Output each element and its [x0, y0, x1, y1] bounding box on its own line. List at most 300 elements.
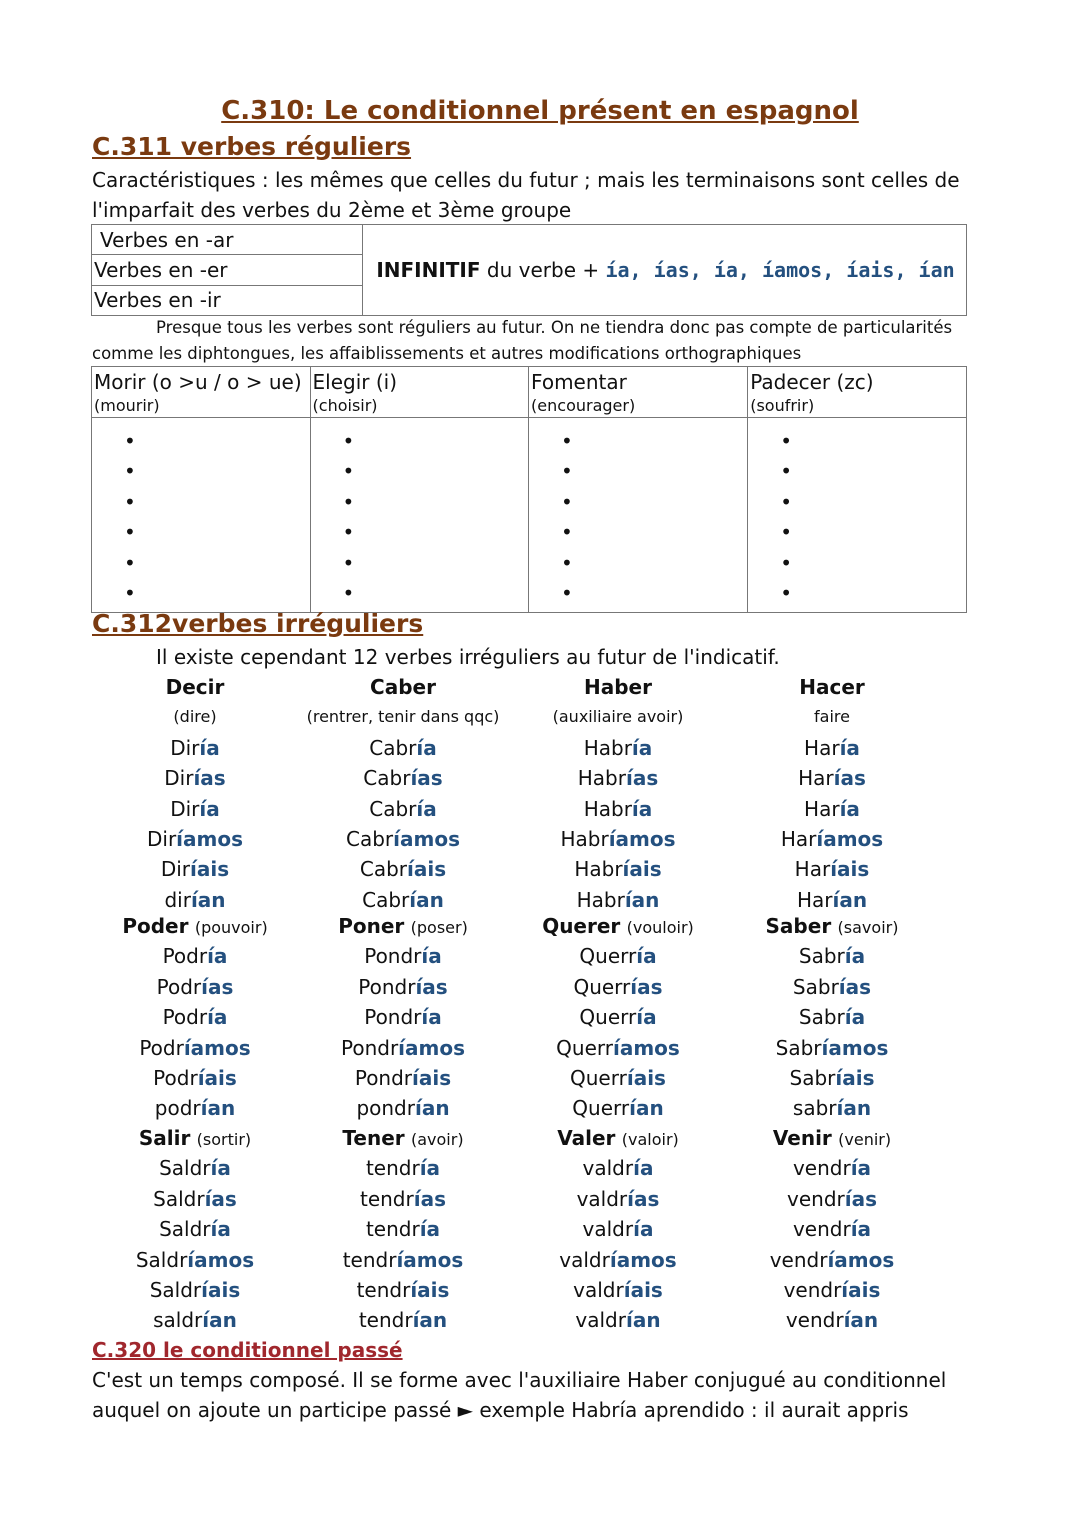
rule-row-label: Verbes en -er	[94, 257, 228, 282]
form-ending: ía	[839, 796, 860, 821]
form-ending: ías	[838, 974, 872, 999]
stem-verb-blank-cell	[529, 418, 748, 613]
blank-bullet	[561, 487, 747, 517]
conjugated-form	[712, 794, 952, 824]
form-stem: podr	[154, 1096, 201, 1121]
form-stem: tendr	[359, 1186, 414, 1211]
verb-gloss-text: (rentrer, tenir dans qqc)	[306, 707, 500, 727]
conjugated-form	[283, 1305, 523, 1335]
conjugated-form	[283, 733, 523, 763]
form-stem: Habr	[583, 735, 632, 760]
verb-infinitive: Poder	[122, 914, 189, 938]
form-ending: ías	[630, 974, 663, 999]
form-ending: ía	[421, 1005, 442, 1030]
form-stem: Sabr	[775, 1035, 822, 1060]
form-stem: Podr	[162, 1005, 208, 1030]
conjugated-form	[498, 1093, 738, 1123]
form-ending: ías	[410, 766, 443, 791]
blank-bullet-list	[94, 418, 310, 612]
form-stem: Habr	[574, 857, 623, 882]
section-320-heading: C.320 le conditionnel passé	[92, 1338, 403, 1362]
form-ending: ían	[409, 887, 444, 912]
form-stem: valdr	[559, 1247, 610, 1272]
verb-name	[498, 672, 738, 702]
form-stem: vendr	[783, 1277, 842, 1302]
blank-bullet	[343, 426, 529, 456]
form-ending: íais	[190, 857, 230, 882]
conjugated-form	[498, 1305, 738, 1335]
intro-line-1: Caractéristiques : les mêmes que celles du futur ; mais les terminaisons sont celles de	[92, 168, 960, 192]
blank-bullet	[343, 456, 529, 486]
form-stem: Pondr	[340, 1035, 399, 1060]
regular-rule-table	[91, 224, 967, 316]
blank-bullet	[561, 517, 747, 547]
blank-bullet	[780, 548, 966, 578]
blank-bullet	[780, 456, 966, 486]
conjugated-form	[498, 763, 738, 793]
rule-row-label: Verbes en -ir	[94, 288, 221, 313]
form-ending: ías	[415, 974, 448, 999]
form-stem: Har	[804, 796, 840, 821]
form-stem: Querr	[570, 1065, 627, 1090]
blank-bullet	[343, 487, 529, 517]
conjugated-form	[498, 1184, 738, 1214]
blank-bullet	[780, 426, 966, 456]
verb-gloss-text: (savoir)	[837, 918, 899, 937]
form-stem: Har	[780, 826, 817, 851]
conjugated-form	[712, 1002, 952, 1032]
form-stem: Dir	[170, 735, 200, 760]
irregular-verb-column	[283, 672, 523, 915]
verb-gloss-text: (valoir)	[621, 1130, 679, 1149]
stem-verb-blank-cell	[310, 418, 529, 613]
form-ending: íamos	[821, 1035, 889, 1060]
form-stem: vendr	[787, 1186, 845, 1211]
blank-bullet	[124, 487, 310, 517]
rule-formula	[363, 225, 967, 316]
form-ending: íamos	[393, 826, 460, 851]
conjugated-form	[75, 824, 315, 854]
form-ending: íais	[201, 1277, 241, 1302]
stem-verb-header	[748, 367, 967, 418]
form-stem: Cabr	[363, 766, 411, 791]
form-ending: ía	[419, 1156, 441, 1181]
form-ending: íais	[830, 857, 870, 882]
conjugated-form	[498, 1245, 738, 1275]
passe-line-2: auquel on ajoute un participe passé ► exemple Habría aprendido : il aurait appris	[92, 1398, 909, 1422]
conjugated-form	[712, 1275, 952, 1305]
form-ending: ía	[631, 735, 653, 760]
form-stem: Pondr	[354, 1065, 413, 1090]
conjugated-form	[712, 824, 952, 854]
form-ending: íamos	[816, 826, 884, 851]
conjugated-form	[498, 733, 738, 763]
form-stem: Sabr	[798, 944, 845, 969]
form-ending: ías	[201, 974, 234, 999]
verb-name	[712, 672, 952, 702]
irregular-verb-column	[712, 1123, 952, 1336]
conjugated-form	[75, 1093, 315, 1123]
verb-infinitive: Querer	[542, 914, 621, 938]
irregular-intro: Il existe cependant 12 verbes irréguliers au futur de l'indicatif.	[156, 645, 780, 669]
form-stem: tendr	[365, 1156, 420, 1181]
form-ending: ías	[844, 1186, 877, 1211]
verb-gloss-text: (dire)	[173, 707, 217, 727]
form-stem: valdr	[582, 1217, 634, 1242]
form-ending: ían	[412, 1308, 448, 1333]
rule-row-ir	[92, 285, 363, 315]
conjugated-form	[712, 1033, 952, 1063]
conjugated-form	[283, 1063, 523, 1093]
conjugated-form	[75, 1214, 315, 1244]
conjugated-form	[712, 1184, 952, 1214]
conjugated-form	[283, 1093, 523, 1123]
form-stem: tendr	[365, 1217, 420, 1242]
blank-bullet	[343, 517, 529, 547]
form-stem: Saldr	[159, 1156, 211, 1181]
form-stem: Pondr	[358, 974, 416, 999]
form-stem: Habr	[576, 887, 625, 912]
conjugated-form	[75, 941, 315, 971]
stem-verb-gloss: (mourir)	[94, 396, 160, 415]
form-ending: íais	[841, 1277, 881, 1302]
form-stem: Podr	[156, 974, 202, 999]
conjugated-form	[283, 824, 523, 854]
verb-name	[75, 672, 315, 702]
intro-line-2: l'imparfait des verbes du 2ème et 3ème groupe	[92, 198, 572, 222]
form-ending: íamos	[608, 826, 676, 851]
verb-infinitive: Tener	[342, 1126, 405, 1150]
form-ending: ía	[419, 1217, 441, 1242]
conjugated-form	[498, 794, 738, 824]
form-ending: íais	[407, 857, 447, 882]
form-stem: Cabr	[369, 796, 417, 821]
blank-bullet	[780, 578, 966, 608]
form-ending: ía	[210, 1156, 231, 1181]
note-line-1: Presque tous les verbes sont réguliers au futur. On ne tiendra donc pas compte de particularités	[156, 318, 953, 337]
form-stem: Cabr	[346, 826, 394, 851]
irregular-verb-column	[498, 911, 738, 1124]
conjugated-form	[498, 972, 738, 1002]
form-ending: íais	[835, 1065, 875, 1090]
verb-infinitive: Venir	[772, 1126, 832, 1150]
irregular-verb-column	[712, 672, 952, 915]
form-stem: pondr	[356, 1096, 415, 1121]
form-stem: Sabr	[792, 974, 839, 999]
verb-gloss-text: (auxiliaire avoir)	[552, 707, 684, 727]
verb-name	[75, 1123, 315, 1153]
verb-infinitive: Caber	[370, 675, 436, 699]
irregular-verb-column	[75, 911, 315, 1124]
irregular-verb-column	[75, 672, 315, 915]
conjugated-form	[283, 1184, 523, 1214]
form-ending: ía	[207, 1005, 228, 1030]
verb-gloss-text: (pouvoir)	[194, 918, 268, 937]
conjugated-form	[283, 1214, 523, 1244]
form-stem: Saldr	[149, 1277, 202, 1302]
blank-bullet-list	[313, 418, 529, 612]
stem-change-table	[91, 366, 967, 613]
form-ending: íamos	[396, 1247, 464, 1272]
page-title: C.310: Le conditionnel présent en espagnol	[221, 96, 859, 126]
conjugated-form	[283, 1275, 523, 1305]
form-ending: ía	[844, 944, 866, 969]
form-ending: ía	[636, 944, 657, 969]
verb-infinitive: Decir	[165, 675, 225, 699]
form-stem: Querr	[556, 1035, 613, 1060]
verb-gloss	[75, 702, 315, 732]
conjugated-form	[75, 1063, 315, 1093]
conjugated-form	[498, 854, 738, 884]
irregular-verb-column	[498, 672, 738, 915]
form-ending: ías	[413, 1186, 446, 1211]
verb-infinitive: Poner	[338, 914, 405, 938]
form-ending: íamos	[187, 1247, 255, 1272]
form-stem: Har	[798, 766, 834, 791]
form-ending: ía	[636, 1005, 657, 1030]
conjugated-form	[283, 854, 523, 884]
rule-row-er	[92, 255, 363, 285]
conjugated-form	[283, 1002, 523, 1032]
form-ending: íais	[412, 1065, 452, 1090]
blank-bullet	[124, 578, 310, 608]
form-stem: valdr	[575, 1308, 626, 1333]
conjugated-form	[712, 1214, 952, 1244]
stem-verb-header	[310, 367, 529, 418]
blank-bullet-list	[750, 418, 966, 612]
form-stem: Podr	[139, 1035, 184, 1060]
stem-verb-header	[92, 367, 311, 418]
form-stem: Sabr	[798, 1005, 845, 1030]
form-ending: ía	[839, 735, 860, 760]
conjugated-form	[75, 1245, 315, 1275]
form-stem: valdr	[573, 1277, 624, 1302]
form-stem: Podr	[153, 1065, 198, 1090]
form-stem: Cabr	[362, 887, 410, 912]
form-stem: Pondr	[364, 1005, 422, 1030]
conjugated-form	[75, 1305, 315, 1335]
form-ending: íamos	[827, 1247, 895, 1272]
form-ending: ían	[625, 1308, 661, 1333]
irregular-verb-column	[283, 911, 523, 1124]
form-ending: íamos	[612, 1035, 680, 1060]
form-ending: ías	[625, 766, 659, 791]
form-stem: Dir	[170, 796, 200, 821]
conjugated-form	[283, 763, 523, 793]
verb-infinitive: Valer	[557, 1126, 616, 1150]
conjugated-form	[712, 854, 952, 884]
form-stem: Querr	[572, 1096, 630, 1121]
conjugated-form	[712, 972, 952, 1002]
form-ending: ías	[204, 1186, 237, 1211]
conjugated-form	[712, 1093, 952, 1123]
conjugated-form	[712, 941, 952, 971]
verb-gloss-text: (vouloir)	[626, 918, 694, 937]
conjugated-form	[75, 763, 315, 793]
form-ending: ía	[850, 1217, 872, 1242]
blank-bullet	[780, 487, 966, 517]
conjugated-form	[712, 1063, 952, 1093]
irregular-verb-column	[498, 1123, 738, 1336]
form-ending: ían	[624, 887, 660, 912]
form-ending: íamos	[609, 1247, 677, 1272]
verb-name	[498, 911, 738, 941]
form-stem: vendr	[769, 1247, 828, 1272]
stem-verb-blank-cell	[748, 418, 967, 613]
rule-row-ar	[92, 225, 363, 255]
conjugated-form	[712, 1245, 952, 1275]
form-ending: ía	[416, 735, 437, 760]
form-ending: ían	[200, 1096, 236, 1121]
form-stem: tendr	[358, 1308, 413, 1333]
form-ending: ían	[629, 1096, 664, 1121]
form-ending: íais	[626, 1065, 666, 1090]
conjugated-form	[712, 1153, 952, 1183]
form-ending: ían	[190, 887, 226, 912]
blank-bullet	[124, 456, 310, 486]
form-ending: íais	[197, 1065, 237, 1090]
verb-name	[712, 1123, 952, 1153]
verb-infinitive: Salir	[138, 1126, 191, 1150]
form-ending: ías	[627, 1186, 660, 1211]
form-stem: Habr	[583, 796, 632, 821]
form-stem: Podr	[162, 944, 208, 969]
verb-gloss	[498, 702, 738, 732]
conjugated-form	[712, 1305, 952, 1335]
verb-gloss	[283, 702, 523, 732]
conjugated-form	[283, 1033, 523, 1063]
verb-infinitive: Haber	[584, 675, 652, 699]
verb-gloss-text: (sortir)	[196, 1130, 252, 1149]
verb-infinitive: Hacer	[799, 675, 865, 699]
form-ending: íais	[410, 1277, 450, 1302]
form-stem: Har	[804, 735, 840, 760]
conjugated-form	[498, 1275, 738, 1305]
verb-name	[712, 911, 952, 941]
section-312-heading: C.312verbes irréguliers	[92, 609, 424, 638]
form-stem: tendr	[342, 1247, 397, 1272]
verb-name	[283, 911, 523, 941]
form-ending: ía	[199, 735, 220, 760]
form-ending: íamos	[183, 1035, 251, 1060]
stem-verb-header	[529, 367, 748, 418]
form-stem: saldr	[153, 1308, 203, 1333]
conjugated-form	[498, 824, 738, 854]
form-stem: Har	[794, 857, 831, 882]
stem-verb-name: Padecer (zc)	[750, 370, 874, 394]
conjugated-form	[283, 794, 523, 824]
form-ending: ían	[414, 1096, 450, 1121]
blank-bullet	[124, 548, 310, 578]
verb-name	[75, 911, 315, 941]
form-ending: ía	[416, 796, 437, 821]
conjugated-form	[75, 1033, 315, 1063]
form-stem: sabr	[792, 1096, 837, 1121]
conjugated-form	[75, 794, 315, 824]
stem-verb-blank-cell	[92, 418, 311, 613]
blank-bullet	[343, 578, 529, 608]
form-stem: Habr	[560, 826, 609, 851]
rule-row-label: Verbes en -ar	[100, 227, 234, 252]
rule-infinitif: INFINITIF	[376, 258, 481, 282]
verb-name	[283, 672, 523, 702]
conjugated-form	[283, 1153, 523, 1183]
form-stem: dir	[164, 887, 191, 912]
form-stem: Querr	[573, 974, 631, 999]
form-ending: ía	[631, 796, 653, 821]
stem-verb-gloss: (encourager)	[531, 396, 636, 415]
conjugated-form	[498, 1214, 738, 1244]
irregular-verb-column	[283, 1123, 523, 1336]
form-stem: tendr	[356, 1277, 411, 1302]
form-stem: Dir	[164, 766, 194, 791]
form-stem: Pondr	[364, 944, 422, 969]
conjugated-form	[75, 1153, 315, 1183]
form-ending: ía	[207, 944, 228, 969]
verb-gloss	[712, 702, 952, 732]
form-stem: Cabr	[359, 857, 407, 882]
conjugated-form	[498, 1002, 738, 1032]
form-stem: Sabr	[789, 1065, 836, 1090]
blank-bullet	[561, 548, 747, 578]
stem-verb-name: Fomentar	[531, 370, 627, 394]
blank-bullet	[561, 426, 747, 456]
form-ending: ían	[836, 1096, 872, 1121]
verb-gloss-text: (poser)	[410, 918, 468, 937]
blank-bullet	[124, 426, 310, 456]
note-line-2: comme les diphtongues, les affaiblissements et autres modifications orthographiques	[92, 344, 802, 363]
irregular-verb-column	[712, 911, 952, 1124]
form-ending: íamos	[398, 1035, 466, 1060]
form-stem: Saldr	[159, 1217, 211, 1242]
conjugated-form	[498, 1033, 738, 1063]
section-311-heading: C.311 verbes réguliers	[92, 132, 412, 161]
conjugated-form	[75, 1184, 315, 1214]
form-stem: vendr	[792, 1217, 851, 1242]
conjugated-form	[498, 941, 738, 971]
passe-line-1: C'est un temps composé. Il se forme avec l'auxiliaire Haber conjugué au conditionnel	[92, 1368, 947, 1392]
form-stem: Dir	[146, 826, 177, 851]
conjugated-form	[75, 854, 315, 884]
form-stem: Cabr	[369, 735, 417, 760]
blank-bullet	[780, 517, 966, 547]
verb-name	[498, 1123, 738, 1153]
form-ending: ía	[850, 1156, 872, 1181]
form-stem: Dir	[160, 857, 191, 882]
form-ending: íamos	[176, 826, 244, 851]
form-ending: ías	[193, 766, 226, 791]
form-stem: Querr	[579, 1005, 637, 1030]
form-ending: ía	[199, 796, 220, 821]
form-ending: ía	[633, 1156, 654, 1181]
blank-bullet	[343, 548, 529, 578]
rule-middle: du verbe +	[480, 258, 606, 282]
verb-gloss-text: faire	[814, 707, 850, 727]
blank-bullet	[124, 517, 310, 547]
blank-bullet	[561, 456, 747, 486]
form-ending: ía	[844, 1005, 866, 1030]
form-stem: vendr	[785, 1308, 844, 1333]
verb-name	[283, 1123, 523, 1153]
conjugated-form	[75, 1275, 315, 1305]
conjugated-form	[712, 763, 952, 793]
form-stem: Habr	[577, 766, 626, 791]
conjugated-form	[498, 1153, 738, 1183]
conjugated-form	[283, 941, 523, 971]
conjugated-form	[712, 733, 952, 763]
form-stem: valdr	[576, 1186, 628, 1211]
stem-verb-gloss: (soufrir)	[750, 396, 815, 415]
